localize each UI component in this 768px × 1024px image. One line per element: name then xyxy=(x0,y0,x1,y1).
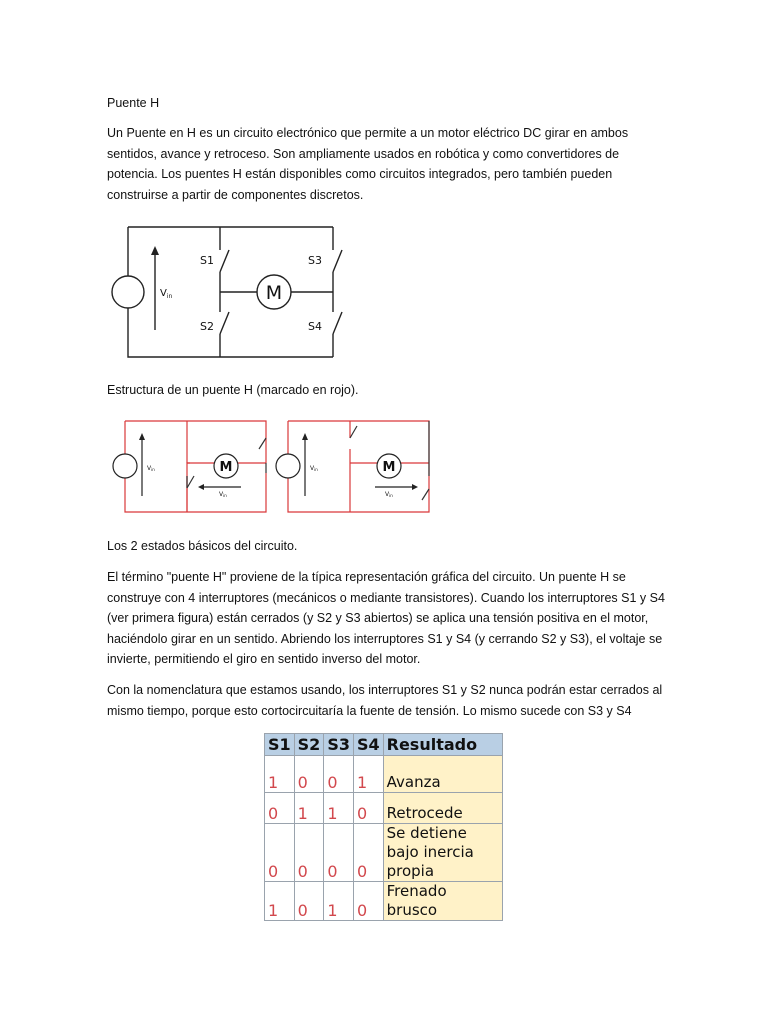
body-paragraph-2: Con la nomenclatura que estamos usando, los interruptores S1 y S2 nunca podrán estar cerrados al mismo tiempo, porque esto cortocircuitaría la fuente de tensión. Lo mismo sucede con S3 y S4 xyxy=(107,683,663,718)
cell-bit: 0 xyxy=(353,882,383,921)
h-bridge-states-diagram xyxy=(112,416,438,516)
header-s1: S1 xyxy=(265,734,295,756)
cell-result: Frenado brusco xyxy=(383,882,502,921)
switch-s4 xyxy=(333,312,342,334)
svg-text:Vin: Vin xyxy=(385,491,393,498)
truth-table xyxy=(264,733,503,921)
table-row xyxy=(265,793,503,824)
svg-text:Vin: Vin xyxy=(219,491,227,498)
label-s4: S4 xyxy=(308,320,322,333)
cell-bit: 0 xyxy=(324,756,354,793)
state-reverse xyxy=(276,421,429,512)
cell-bit: 0 xyxy=(265,793,295,824)
cell-bit: 1 xyxy=(324,882,354,921)
label-s1: S1 xyxy=(200,254,214,267)
table-row xyxy=(265,824,503,882)
label-s2: S2 xyxy=(200,320,214,333)
svg-text:M: M xyxy=(382,460,396,475)
header-resultado: Resultado xyxy=(383,734,502,756)
cell-bit: 0 xyxy=(294,882,324,921)
voltage-source-symbol xyxy=(112,276,144,308)
cell-bit: 0 xyxy=(353,793,383,824)
cell-result: Avanza xyxy=(383,756,502,793)
cell-result: Se detiene bajo inercia propia xyxy=(383,824,502,882)
cell-bit: 0 xyxy=(324,824,354,882)
vin-label: $V_{in}$ xyxy=(160,288,173,300)
doc-title: Puente H xyxy=(107,96,160,110)
state-forward xyxy=(113,421,266,512)
cell-bit: 1 xyxy=(294,793,324,824)
svg-text:Vin: Vin xyxy=(310,465,318,472)
switch-s1 xyxy=(220,250,229,272)
cell-bit: 0 xyxy=(294,824,324,882)
cell-bit: 0 xyxy=(353,824,383,882)
truth-table-header xyxy=(265,734,503,756)
svg-text:Vin: Vin xyxy=(147,465,155,472)
label-s3: S3 xyxy=(308,254,322,267)
header-s2: S2 xyxy=(294,734,324,756)
svg-text:M: M xyxy=(219,460,233,475)
cell-bit: 1 xyxy=(265,756,295,793)
header-s3: S3 xyxy=(324,734,354,756)
h-bridge-schematic xyxy=(108,222,358,362)
table-row xyxy=(265,756,503,793)
cell-result: Retrocede xyxy=(383,793,502,824)
cell-bit: 0 xyxy=(294,756,324,793)
table-row xyxy=(265,882,503,921)
cell-bit: 0 xyxy=(265,824,295,882)
cell-bit: 1 xyxy=(324,793,354,824)
switch-s3 xyxy=(333,250,342,272)
figure2-caption: Los 2 estados básicos del circuito. xyxy=(107,539,298,553)
body-paragraph-1: El término "puente H" proviene de la típica representación gráfica del circuito. Un puente H se construye con 4 interruptores (mecánicos o mediante transistores). Cuando los interruptores S1 y S4 (ver primera figura) están cerrados (y S2 y S3 abiertos) se aplica una tensión positiva en el motor, haciéndolo girar en un sentido. Abriendo los interruptores S1 y S4 (y cerrando S2 y S3), el voltaje se invierte, permitiendo el giro en sentido inverso del motor. xyxy=(107,570,665,666)
intro-paragraph: Un Puente en H es un circuito electrónico que permite a un motor eléctrico DC girar en ambos sentidos, avance y retroceso. Son ampliamente usados en robótica y como convertidores de potencia. Los puentes H están disponibles como circuitos integrados, pero también pueden construirse a partir de componentes discretos. xyxy=(107,126,629,202)
cell-bit: 1 xyxy=(265,882,295,921)
motor-label: M xyxy=(265,282,283,304)
header-s4: S4 xyxy=(353,734,383,756)
switch-s2 xyxy=(220,312,229,334)
figure1-caption: Estructura de un puente H (marcado en rojo). xyxy=(107,383,359,397)
cell-bit: 1 xyxy=(353,756,383,793)
